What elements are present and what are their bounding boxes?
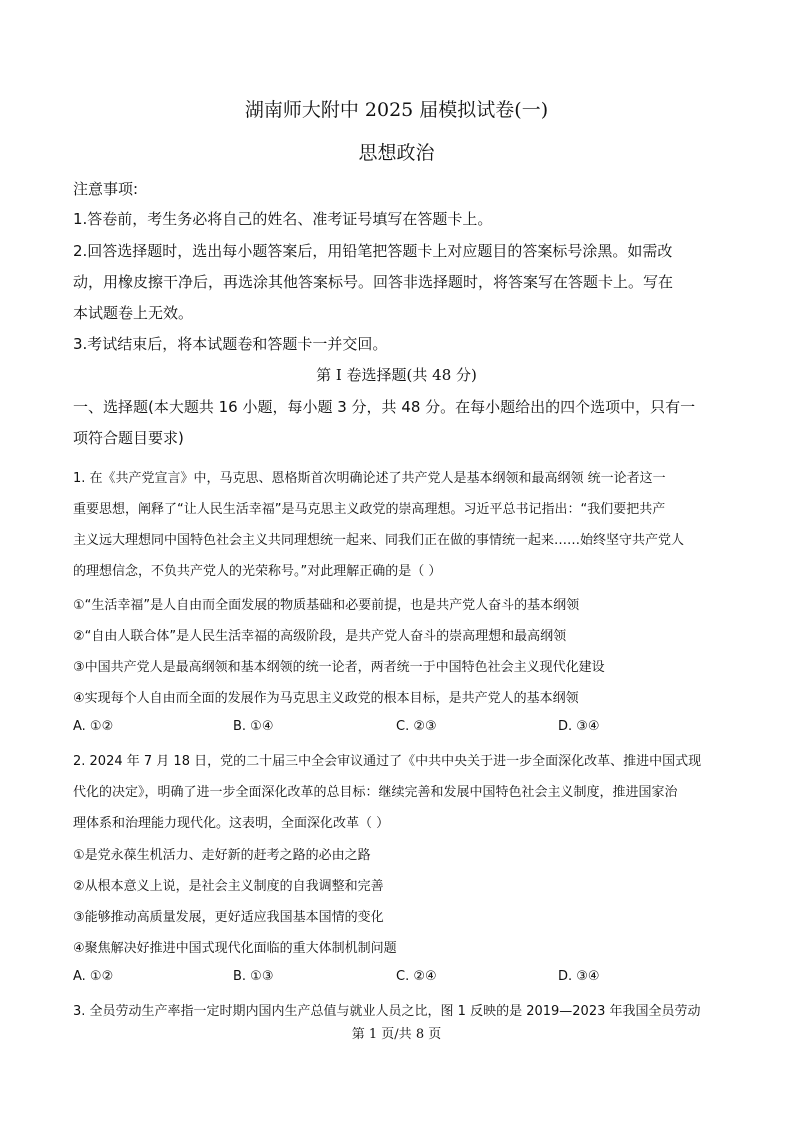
notice-heading: 注意事项:	[73, 180, 139, 198]
page-number: 第 1 页/共 8 页	[351, 1027, 442, 1042]
question-2-stem: 2. 2024 年 7 月 18 日，党的二十届三中全会审议通过了《中共中央关于进一步全面深化改革、推进中国式现	[73, 754, 702, 769]
question-1-stem: 重要思想，阐释了“让人民生活幸福”是马克思主义政党的崇高理想。习近平总书记指出：“我们要把共产	[73, 502, 666, 517]
notice-line: 本试题卷上无效。	[73, 304, 194, 322]
question-1-stem: 1. 在《共产党宣言》中，马克思、恩格斯首次明确论述了共产党人是基本纲领和最高纲领 统一论者这一	[73, 471, 666, 486]
question-1-option-c: C. ②③	[396, 719, 437, 734]
section-intro-line: 项符合题目要求)	[73, 429, 184, 447]
section-intro-line: 一、选择题(本大题共 16 小题，每小题 3 分，共 48 分。在每小题给出的四个选项中，只有一	[73, 398, 696, 416]
question-1-item: ②“自由人联合体”是人民生活幸福的高级阶段，是共产党人奋斗的崇高理想和最高纲领	[73, 629, 567, 644]
question-2-item: ④聚焦解决好推进中国式现代化面临的重大体制机制问题	[73, 941, 397, 956]
question-1-option-b: B. ①④	[233, 719, 274, 734]
notice-line: 1.答卷前，考生务必将自己的姓名、准考证号填写在答题卡上。	[73, 210, 493, 228]
question-2-option-c: C. ②④	[396, 969, 437, 984]
question-2-option-a: A. ①②	[73, 969, 114, 984]
question-2-option-d: D. ③④	[558, 969, 600, 984]
question-2-item: ②从根本意义上说，是社会主义制度的自我调整和完善	[73, 879, 384, 894]
question-1-stem: 的理想信念，不负共产党人的光荣称号。”对此理解正确的是（ ）	[73, 564, 442, 579]
question-1-item: ①“生活幸福”是人自由而全面发展的物质基础和必要前提，也是共产党人奋斗的基本纲领	[73, 598, 580, 613]
question-1-item: ③中国共产党人是最高纲领和基本纲领的统一论者，两者统一于中国特色社会主义现代化建设	[73, 660, 605, 675]
exam-title: 湖南师大附中 2025 届模拟试卷(一)	[244, 99, 549, 121]
notice-line: 2.回答选择题时，选出每小题答案后，用铅笔把答题卡上对应题目的答案标号涂黑。如需改	[73, 242, 673, 260]
exam-subject: 思想政治	[358, 142, 435, 164]
notice-line: 动，用橡皮擦干净后，再选涂其他答案标号。回答非选择题时，将答案写在答题卡上。写在	[73, 273, 674, 291]
question-2-item: ③能够推动高质量发展，更好适应我国基本国情的变化	[73, 910, 384, 925]
notice-line: 3.考试结束后，将本试题卷和答题卡一并交回。	[73, 335, 388, 353]
question-2-stem: 代化的决定》，明确了进一步全面深化改革的总目标：继续完善和发展中国特色社会主义制度，推进国家治	[73, 785, 678, 800]
question-1-option-a: A. ①②	[73, 719, 114, 734]
section-title: 第 I 卷选择题(共 48 分)	[316, 366, 477, 384]
question-2-item: ①是党永葆生机活力、走好新的赶考之路的必由之路	[73, 848, 371, 863]
question-3-stem: 3. 全员劳动生产率指一定时期内国内生产总值与就业人员之比，图 1 反映的是 2019—2023 年我国全员劳动	[73, 1004, 701, 1019]
question-1-item: ④实现每个人自由而全面的发展作为马克思主义政党的根本目标，是共产党人的基本纲领	[73, 691, 579, 706]
question-2-stem: 理体系和治理能力现代化。这表明，全面深化改革（ ）	[73, 816, 390, 831]
question-1-stem: 主义远大理想同中国特色社会主义共同理想统一起来、同我们正在做的事情统一起来……始终坚守共产党人	[73, 533, 685, 548]
question-1-option-d: D. ③④	[558, 719, 600, 734]
question-2-option-b: B. ①③	[233, 969, 274, 984]
